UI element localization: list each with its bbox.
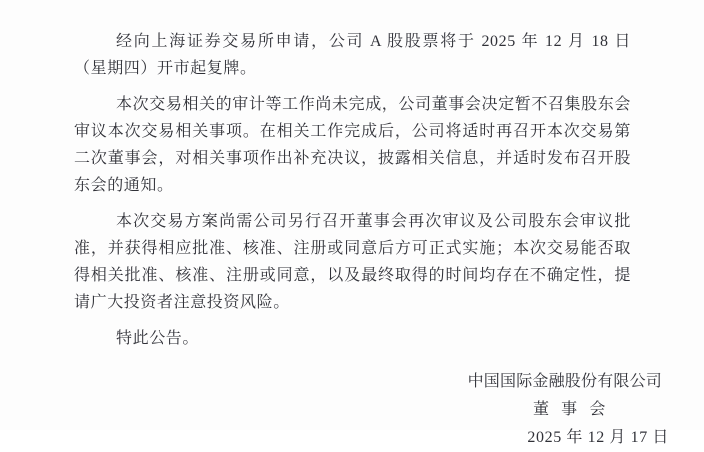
document-body bbox=[74, 28, 669, 452]
signature-date: 2025 年 12 月 17 日 bbox=[527, 429, 669, 446]
paragraph-risk-notice: 本次交易方案尚需公司另行召开董事会再次审议及公司股东会审议批准，并获得相应批准、核准、注册或同意后方可正式实施；本次交易能否取得相关批准、核准、注册或同意，以及最终取得的时间均存在不确定性，提请广大投资者注意投资风险。 bbox=[74, 213, 631, 311]
closing-paragraph: 特此公告。 bbox=[116, 330, 200, 347]
signature-company: 中国国际金融股份有限公司 bbox=[467, 373, 662, 390]
paragraph-resumption: 经向上海证券交易所申请，公司 A 股股票将于 2025 年 12 月 18 日（星期四）开市起复牌。 bbox=[74, 33, 631, 77]
signature-block bbox=[74, 368, 669, 452]
signature-signer: 董 事 会 bbox=[532, 401, 606, 418]
paragraph-audit-status: 本次交易相关的审计等工作尚未完成，公司董事会决定暂不召集股东会审议本次交易相关事项。在相关工作完成后，公司将适时再召开本次交易第二次董事会，对相关事项作出补充决议，披露相关信息，并适时发布召开股东会的通知。 bbox=[74, 96, 631, 194]
